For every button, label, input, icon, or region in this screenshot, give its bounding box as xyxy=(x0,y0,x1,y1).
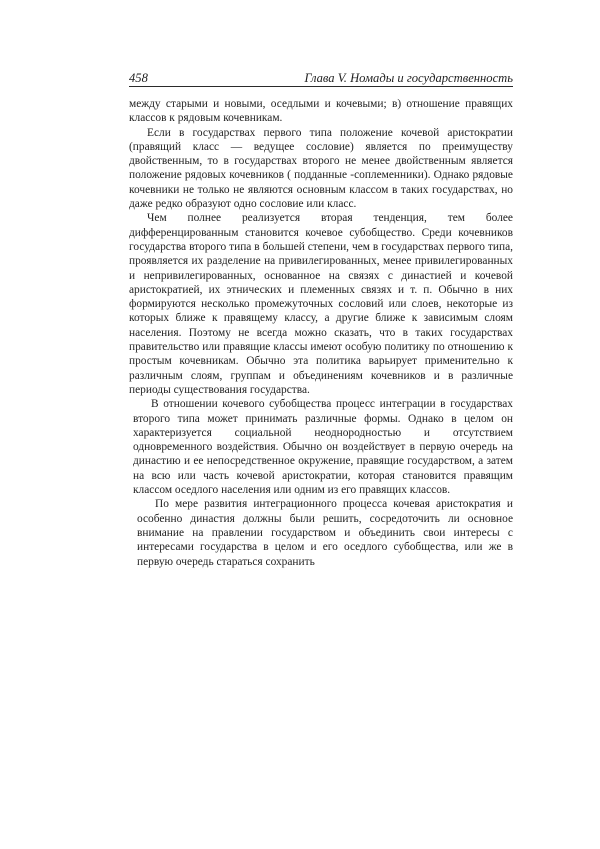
paragraph: По мере развития интеграционного процесса кочевая аристократия и особенно династия должны были решить, сосредоточить ли основное внимание на правлении государством и объединить свои интересы с интересами государства в целом и его оседлого субобщества, или же в первую очередь стараться сохранить xyxy=(137,498,513,568)
running-title: Глава V. Номады и государственность xyxy=(304,71,513,85)
paragraph: Если в государствах первого типа положение кочевой аристократии (правящий класс — ведущее сословие) является по преимуществу двойственным, то в государствах второго не менее двойственным является положение рядовых кочевников ( подданные -соплеменники). Однако рядовые кочевники не только не являются основным классом в таких государствах, но даже редко образуют одно сословие или класс. xyxy=(129,126,513,211)
body-text xyxy=(129,97,513,569)
page-header xyxy=(129,70,513,87)
paragraph: Чем полнее реализуется вторая тенденция, тем более дифференцированным становится кочевое субобщество. Среди кочевников государства второго типа в большей степени, чем в государствах первого типа, проявляется их разделение на привилегированных, менее привилегированных и непривилегированных, основанное на связях с династией и кочевой аристократией, их этнических и племенных связях и т. п. Обычно в них формируются несколько промежуточных сословий или слоев, некоторые из которых ближе к правящему классу, а другие ближе к зависимым слоям населения. Поэтому не всегда можно сказать, что в таких государствах правительство или правящие классы имеют особую политику по отношению к простым кочевникам. Обычно эта политика варьирует применительно к различным слоям, группам и объединениям кочевников и в различные периоды существования государства. xyxy=(129,212,513,396)
paragraph: между старыми и новыми, оседлыми и кочевыми; в) отношение правящих классов к рядовым кочевникам. xyxy=(129,98,513,125)
page-number: 458 xyxy=(129,71,148,85)
paragraph: В отношении кочевого субобщества процесс интеграции в государствах второго типа может принимать различные формы. Однако в целом он характеризуется социальной неоднородностью и отсутствием одновременного воздействия. Обычно он воздействует в первую очередь на династию и ее непосредственное окружение, правящие государством, а затем на всю или часть кочевой аристократии, которая становится правящим классом оседлого населения или одним из его правящих классов. xyxy=(133,398,513,497)
